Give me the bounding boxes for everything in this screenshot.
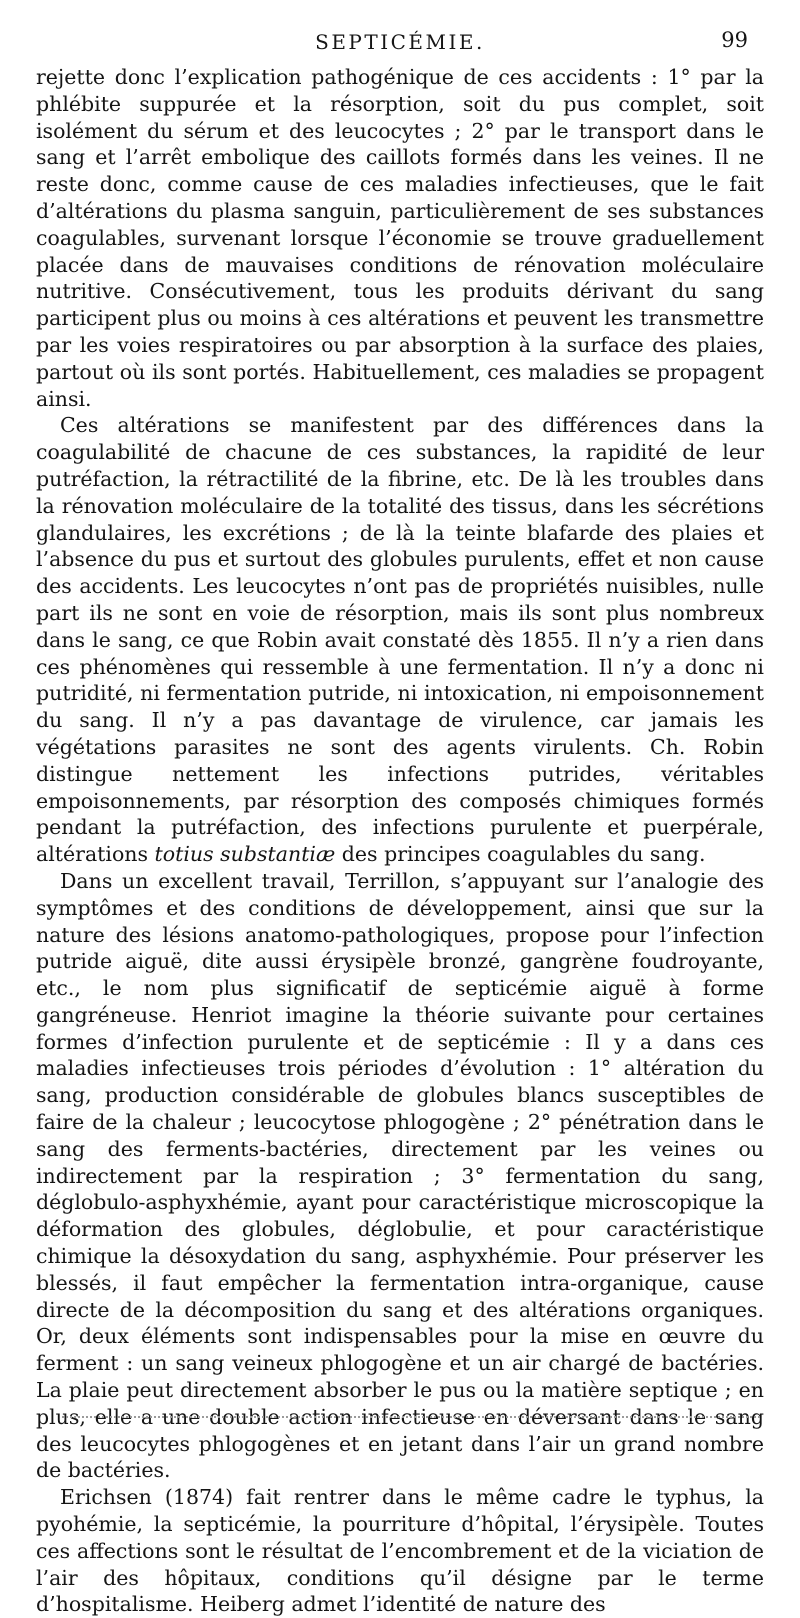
page-header xyxy=(0,22,800,62)
paragraph-3: Dans un excellent travail, Terrillon, s’appuyant sur l’analogie des symptômes et des conditions de développement, ainsi que sur la nature des lésions anatomo-pathologiques, propose pour l’infection putride aiguë, dite aussi érysipèle bronzé, gangrène foudroyante, etc., le nom plus significatif de septicémie aiguë à forme gangréneuse. Henriot imagine la théorie suivante pour certaines formes d’infection purulente et de septicémie : Il y a dans ces maladies infectieuses trois périodes d’évolution : 1° altération du sang, production considérable de globules blancs susceptibles de faire de la chaleur ; leucocytose phlogogène ; 2° pénétration dans le sang des ferments-bactéries, directement par les veines ou indirectement par la respiration ; 3° fermentation du sang, déglobulo-asphyxhémie, ayant pour caractéristique microscopique la déformation des globules, déglobulie, et pour caractéristique chimique la désoxydation du sang, asphyxhémie. Pour préserver les blessés, il faut empêcher la fermentation intra-organique, cause directe de la décomposition du sang et des altérations organiques. Or, deux éléments sont indispensables pour la mise en œuvre du ferment : un sang veineux phlogogène et un air chargé de bactéries. La plaie peut directement absorber le pus ou la matière septique ; en plus, elle a une double action infectieuse en déversant dans le sang des leucocytes phlogogènes et en jetant dans l’air un grand nombre de bactéries. xyxy=(36,868,764,1483)
paragraph-2: Ces altérations se manifestent par des différences dans la coagulabilité de chacune de ces substances, la rapidité de leur putréfaction, la rétractilité de la fibrine, etc. De là les troubles dans la rénovation moléculaire de la totalité des tissus, dans les sécrétions glandulaires, les excrétions ; de là la teinte blafarde des plaies et l’absence du pus et surtout des globules purulents, effet et non cause des accidents. Les leucocytes n’ont pas de propriétés nuisibles, nulle part ils ne sont en voie de résorption, mais ils sont plus nombreux dans le sang, ce que Robin avait constaté dès 1855. Il n’y a rien dans ces phénomènes qui ressemble à une fermentation. Il n’y a donc ni putridité, ni fermentation putride, ni intoxication, ni empoisonnement du sang. Il n’y a pas davantage de virulence, car jamais les végétations parasites ne sont des agents virulents. Ch. Robin distingue nettement les infections putrides, véritables empoisonnements, par résorption des composés chimiques formés pendant la putréfaction, des infections purulente et puerpérale, altérations totius substantiæ des principes coagulables du sang. xyxy=(36,413,764,867)
page-number: 99 xyxy=(721,28,748,52)
latin-phrase: totius substantiæ xyxy=(154,842,336,867)
body-text xyxy=(36,64,764,1618)
paragraph-1: rejette donc l’explication pathogénique de ces accidents : 1° par la phlébite suppurée et la résorption, soit du pus complet, soit isolément du sérum et des leucocytes ; 2° par le transport dans le sang et l’arrêt embolique des caillots formés dans les veines. Il ne reste donc, comme cause de ces maladies infectieuses, que le fait d’altérations du plasma sanguin, particulièrement de ses substances coagulables, survenant lorsque l’économie se trouve graduellement placée dans de mauvaises conditions de rénovation moléculaire nutritive. Consécutivement, tous les produits dérivant du sang participent plus ou moins à ces altérations et peuvent les transmettre par les voies respiratoires ou par absorption à la surface des plaies, partout où ils sont portés. Habituellement, ces maladies se propagent ainsi. xyxy=(36,65,764,411)
running-title: SEPTICÉMIE. xyxy=(315,30,485,54)
paragraph-4: Erichsen (1874) fait rentrer dans le même cadre le typhus, la pyohémie, la septicémie, la pourriture d’hôpital, l’érysipèle. Toutes ces affections sont le résultat de l’encombrement et de la viciation de l’air des hôpitaux, conditions qu’il désigne par le terme d’hospitalisme. Heiberg admet l’identité de nature des xyxy=(36,1485,764,1617)
footer-dotted-rule xyxy=(62,1416,760,1418)
